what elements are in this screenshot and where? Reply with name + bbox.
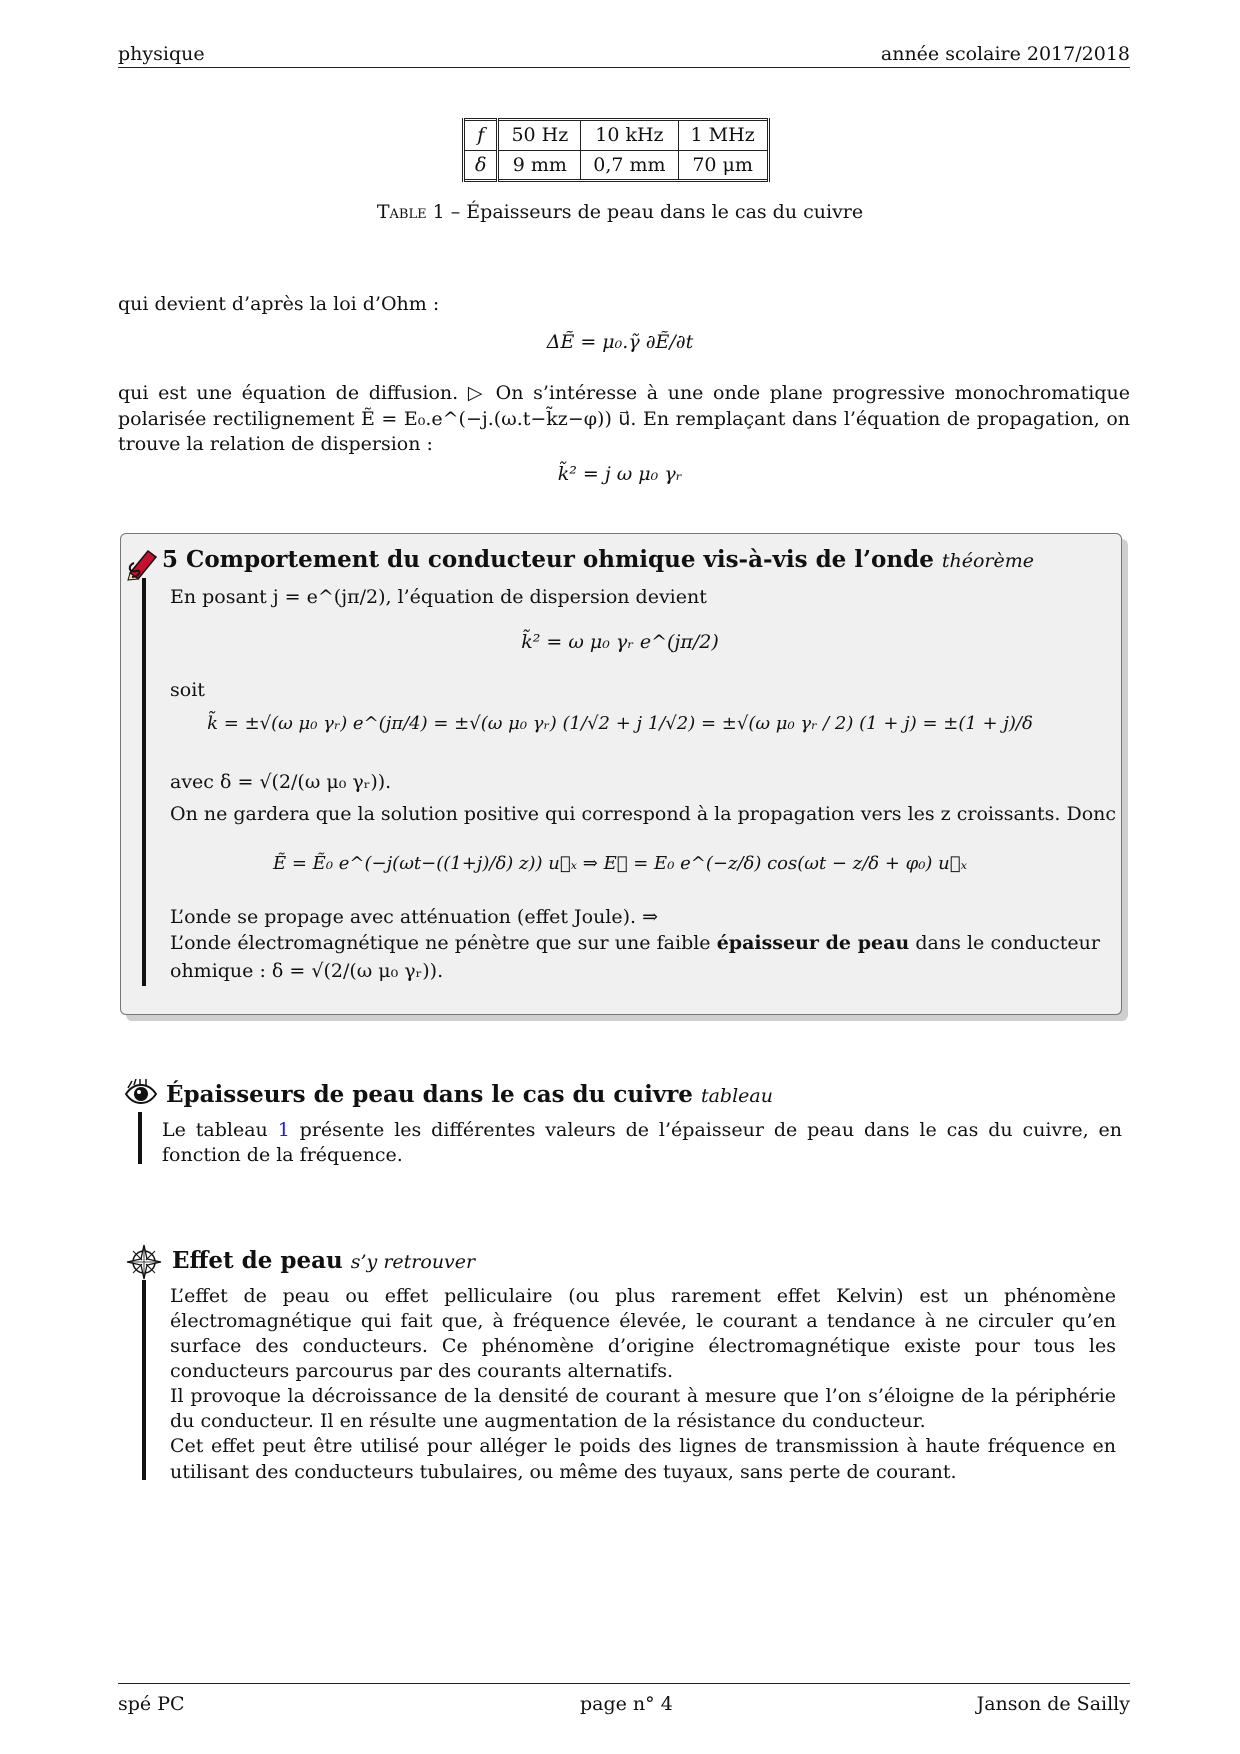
theorem-title	[162, 545, 1034, 575]
header-rule	[118, 67, 1130, 68]
theorem-avec: avec δ = √(2/(ω μ₀ γᵣ)).	[170, 771, 392, 793]
section-title-effet	[172, 1246, 475, 1276]
theorem-line-4	[170, 930, 1100, 985]
theorem-line-3: L’onde se propage avec atténuation (effet Joule). ⇒	[170, 906, 659, 928]
footer-rule	[118, 1683, 1130, 1684]
section-title-tableau	[166, 1080, 773, 1110]
header-school-year: année scolaire 2017/2018	[880, 43, 1130, 65]
section-kind-tableau: tableau	[700, 1085, 773, 1107]
table-cell: 10 kHz	[581, 120, 678, 151]
table-row	[464, 120, 769, 151]
effet-paragraph-1: L’effet de peau ou effet pelliculaire (ou plus rarement effet Kelvin) est un phénomène électromagnétique qui fait que, à fréquence élevée, le courant a tendance à ne circuler qu’en surface des conducteurs. Ce phénomène d’origine électromagnétique existe pour tous les conducteurs parcourus par des courants alternatifs.	[170, 1285, 1116, 1383]
diffusion-paragraph: qui est une équation de diffusion. ▷ On s’intéresse à une onde plane progressive monochromatique polarisée rectilignement Ẽ = E₀.e^(−j.(ω.t−k̃z−φ)) u⃗. En remplaçant dans l’équation de propagation, on trouve la relation de dispersion :	[118, 382, 1130, 456]
theorem-line-2: On ne gardera que la solution positive qui correspond à la propagation vers les z croissants. Donc	[170, 803, 1117, 825]
theorem-equation-1: k̃² = ω μ₀ γᵣ e^(jπ/2)	[521, 631, 719, 653]
table-row-symbol: δ	[464, 150, 498, 181]
table-header-symbol: f	[464, 120, 498, 151]
theorem-equation-2: k̃ = ±√(ω μ₀ γᵣ) e^(jπ/4) = ±√(ω μ₀ γᵣ) (1/√2 + j 1/√2) = ±√(ω μ₀ γᵣ / 2) (1 + j) = ±(1 + j)/δ	[207, 713, 1033, 734]
effet-paragraphs	[170, 1284, 1116, 1485]
tableau-bar	[138, 1112, 142, 1164]
theorem-equation-3: Ẽ = Ẽ₀ e^(−j(ωt−((1+j)/δ) z)) u⃗ₓ ⇒ E⃗ = E₀ e^(−z/δ) cos(ωt − z/δ + φ₀) u⃗ₓ	[273, 853, 967, 874]
table-cell: 9 mm	[498, 150, 581, 181]
tableau-text-b: présente les différentes valeurs de l’épaisseur de peau dans le cas du cuivre, en fonction de la fréquence.	[162, 1119, 1122, 1166]
tableau-text-a: Le tableau	[162, 1119, 278, 1141]
ohm-line: qui devient d’après la loi d’Ohm :	[118, 293, 440, 315]
theorem-line-4-a: L’onde électromagnétique ne pénètre que sur une faible	[170, 932, 717, 954]
diffusion-equation: ΔẼ = μ₀.γ̃ ∂Ẽ/∂t	[546, 331, 694, 353]
dispersion-equation: k̃² = j ω μ₀ γᵣ	[557, 463, 683, 485]
table-cell: 0,7 mm	[581, 150, 678, 181]
theorem-title-text: 5 Comportement du conducteur ohmique vis-à-vis de l’onde	[162, 546, 934, 573]
table-caption	[0, 200, 1240, 225]
effet-paragraph-3: Cet effet peut être utilisé pour alléger le poids des lignes de transmission à haute fréquence en utilisant des conducteurs tubulaires, ou même des tuyaux, sans perte de courant.	[170, 1435, 1116, 1483]
footer-class: spé PC	[118, 1693, 185, 1715]
table-reference-link[interactable]: 1	[277, 1119, 290, 1141]
compass-rose-icon	[126, 1244, 162, 1280]
eye-icon	[124, 1079, 158, 1109]
section-title-tableau-text: Épaisseurs de peau dans le cas du cuivre	[166, 1081, 693, 1108]
skin-depth-term: épaisseur de peau	[716, 932, 910, 954]
pencil-icon	[126, 545, 160, 581]
skin-depth-table	[462, 118, 770, 182]
footer-school: Janson de Sailly	[976, 1693, 1130, 1715]
table-cell: 50 Hz	[498, 120, 581, 151]
theorem-soit: soit	[170, 679, 205, 701]
effet-bar	[142, 1280, 146, 1480]
footer-page-number: page n° 4	[580, 1693, 673, 1715]
caption-label: Table 1	[376, 201, 445, 223]
section-kind-effet: s’y retrouver	[350, 1251, 476, 1273]
effet-paragraph-2: Il provoque la décroissance de la densité de courant à mesure que l’on s’éloigne de la périphérie du conducteur. Il en résulte une augmentation de la résistance du conducteur.	[170, 1385, 1116, 1433]
table-cell: 1 MHz	[678, 120, 768, 151]
tableau-paragraph	[162, 1118, 1122, 1167]
section-title-effet-text: Effet de peau	[172, 1247, 343, 1274]
header-subject: physique	[118, 43, 205, 65]
table-row	[464, 150, 769, 181]
caption-text: – Épaisseurs de peau dans le cas du cuivre	[444, 201, 864, 223]
theorem-line-1: En posant j = e^(jπ/2), l’équation de dispersion devient	[170, 586, 707, 608]
table-cell: 70 μm	[678, 150, 768, 181]
theorem-kind: théorème	[941, 550, 1035, 572]
theorem-line-4-b: dans le conducteur ohmique : δ = √(2/(ω μ₀ γᵣ)).	[170, 932, 1100, 982]
